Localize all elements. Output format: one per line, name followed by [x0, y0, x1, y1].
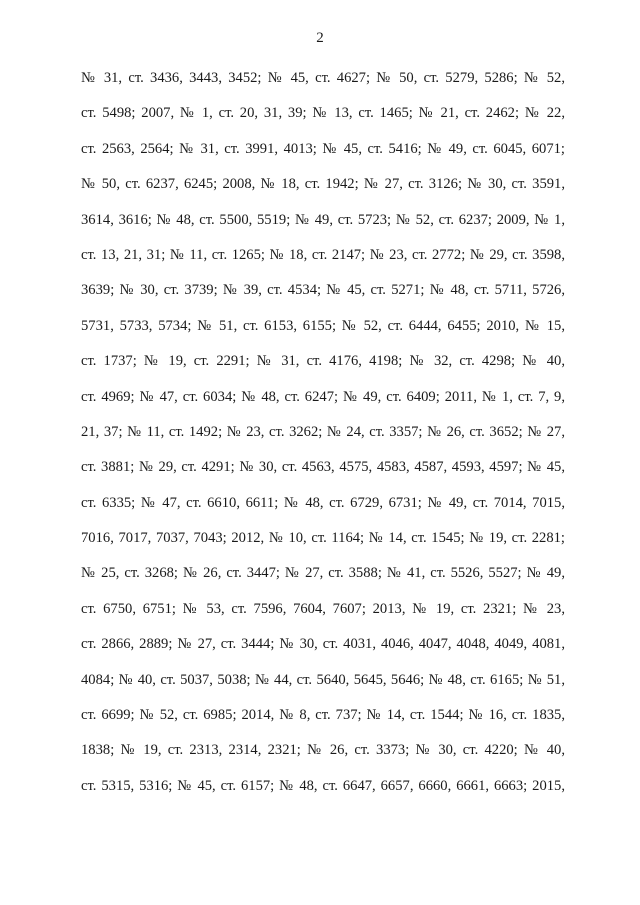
text-line: ст. 6699; № 52, ст. 6985; 2014, № 8, ст. 737; № 14, ст. 1544; № 16, ст. 1835,: [81, 707, 565, 724]
page-number: 2: [316, 30, 324, 46]
text-line: 21, 37; № 11, ст. 1492; № 23, ст. 3262; № 24, ст. 3357; № 26, ст. 3652; № 27,: [81, 423, 565, 440]
text-line: 3639; № 30, ст. 3739; № 39, ст. 4534; № 45, ст. 5271; № 48, ст. 5711, 5726,: [81, 282, 565, 299]
text-line: ст. 6335; № 47, ст. 6610, 6611; № 48, ст. 6729, 6731; № 49, ст. 7014, 7015,: [81, 494, 565, 511]
text-line: 5731, 5733, 5734; № 51, ст. 6153, 6155; № 52, ст. 6444, 6455; 2010, № 15,: [81, 317, 565, 334]
text-line: ст. 1737; № 19, ст. 2291; № 31, ст. 4176, 4198; № 32, ст. 4298; № 40,: [81, 353, 565, 370]
text-line: ст. 5315, 5316; № 45, ст. 6157; № 48, ст. 6647, 6657, 6660, 6661, 6663; 2015,: [81, 777, 565, 794]
text-line: 7016, 7017, 7037, 7043; 2012, № 10, ст. 1164; № 14, ст. 1545; № 19, ст. 2281;: [81, 530, 565, 547]
text-line: ст. 6750, 6751; № 53, ст. 7596, 7604, 7607; 2013, № 19, ст. 2321; № 23,: [81, 600, 565, 617]
legal-citation-text: [81, 68, 565, 811]
text-line: № 31, ст. 3436, 3443, 3452; № 45, ст. 4627; № 50, ст. 5279, 5286; № 52,: [81, 70, 565, 86]
text-line: ст. 2866, 2889; № 27, ст. 3444; № 30, ст. 4031, 4046, 4047, 4048, 4049, 4081,: [81, 636, 565, 653]
text-line: № 50, ст. 6237, 6245; 2008, № 18, ст. 1942; № 27, ст. 3126; № 30, ст. 3591,: [81, 176, 565, 193]
text-line: ст. 2563, 2564; № 31, ст. 3991, 4013; № 45, ст. 5416; № 49, ст. 6045, 6071;: [81, 140, 565, 157]
text-line: 1838; № 19, ст. 2313, 2314, 2321; № 26, ст. 3373; № 30, ст. 4220; № 40,: [81, 742, 565, 759]
text-line: ст. 5498; 2007, № 1, ст. 20, 31, 39; № 13, ст. 1465; № 21, ст. 2462; № 22,: [81, 105, 565, 122]
text-line: ст. 3881; № 29, ст. 4291; № 30, ст. 4563, 4575, 4583, 4587, 4593, 4597; № 45,: [81, 459, 565, 476]
text-line: № 25, ст. 3268; № 26, ст. 3447; № 27, ст. 3588; № 41, ст. 5526, 5527; № 49,: [81, 565, 565, 582]
text-line: ст. 13, 21, 31; № 11, ст. 1265; № 18, ст. 2147; № 23, ст. 2772; № 29, ст. 3598,: [81, 246, 565, 263]
text-line: ст. 4969; № 47, ст. 6034; № 48, ст. 6247; № 49, ст. 6409; 2011, № 1, ст. 7, 9,: [81, 388, 565, 405]
text-line: 3614, 3616; № 48, ст. 5500, 5519; № 49, ст. 5723; № 52, ст. 6237; 2009, № 1,: [81, 211, 565, 228]
text-line: 4084; № 40, ст. 5037, 5038; № 44, ст. 5640, 5645, 5646; № 48, ст. 6165; № 51,: [81, 671, 565, 688]
